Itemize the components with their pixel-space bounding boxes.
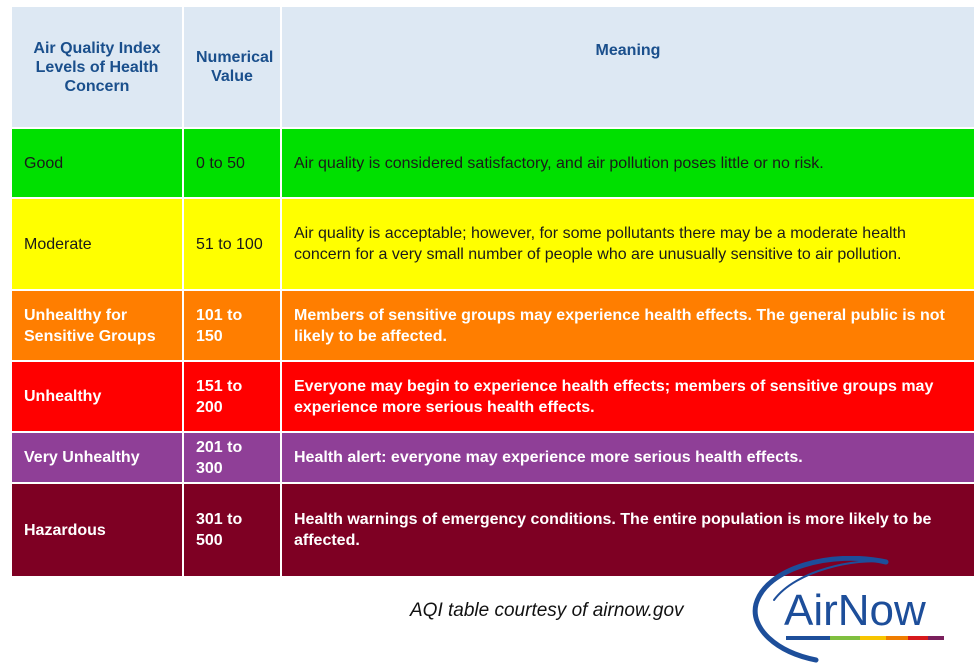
table-row-good [12,129,974,199]
airnow-logo [736,556,956,664]
level-cell: Unhealthy [12,362,184,433]
meaning-cell: Health alert: everyone may experience more serious health effects. [282,433,974,484]
value-cell: 301 to 500 [184,484,282,578]
courtesy-caption: AQI table courtesy of airnow.gov [410,600,684,621]
level-cell: Good [12,129,184,199]
header-level: Air Quality Index Levels of Health Concern [12,7,184,129]
level-cell: Unhealthy for Sensitive Groups [12,291,184,362]
header-meaning: Meaning [282,7,974,129]
table-row-usg [12,291,974,362]
meaning-cell: Air quality is considered satisfactory, and air pollution poses little or no risk. [282,129,974,199]
table-header-row [12,7,974,129]
meaning-cell: Members of sensitive groups may experience health effects. The general public is not likely to be affected. [282,291,974,362]
meaning-cell: Health warnings of emergency conditions. The entire population is more likely to be affected. [282,484,974,578]
table-row-unhealthy [12,362,974,433]
table-row-very-unhealthy [12,433,974,484]
value-cell: 201 to 300 [184,433,282,484]
level-cell: Very Unhealthy [12,433,184,484]
aqi-table [12,7,974,578]
meaning-cell: Everyone may begin to experience health effects; members of sensitive groups may experience more serious health effects. [282,362,974,433]
value-cell: 51 to 100 [184,199,282,291]
table-row-moderate [12,199,974,291]
level-cell: Moderate [12,199,184,291]
meaning-cell: Air quality is acceptable; however, for some pollutants there may be a moderate health concern for a very small number of people who are unusually sensitive to air pollution. [282,199,974,291]
value-cell: 0 to 50 [184,129,282,199]
value-cell: 101 to 150 [184,291,282,362]
airnow-logo-text: AirNow [784,586,926,635]
level-cell: Hazardous [12,484,184,578]
header-value: Numerical Value [184,7,282,129]
value-cell: 151 to 200 [184,362,282,433]
